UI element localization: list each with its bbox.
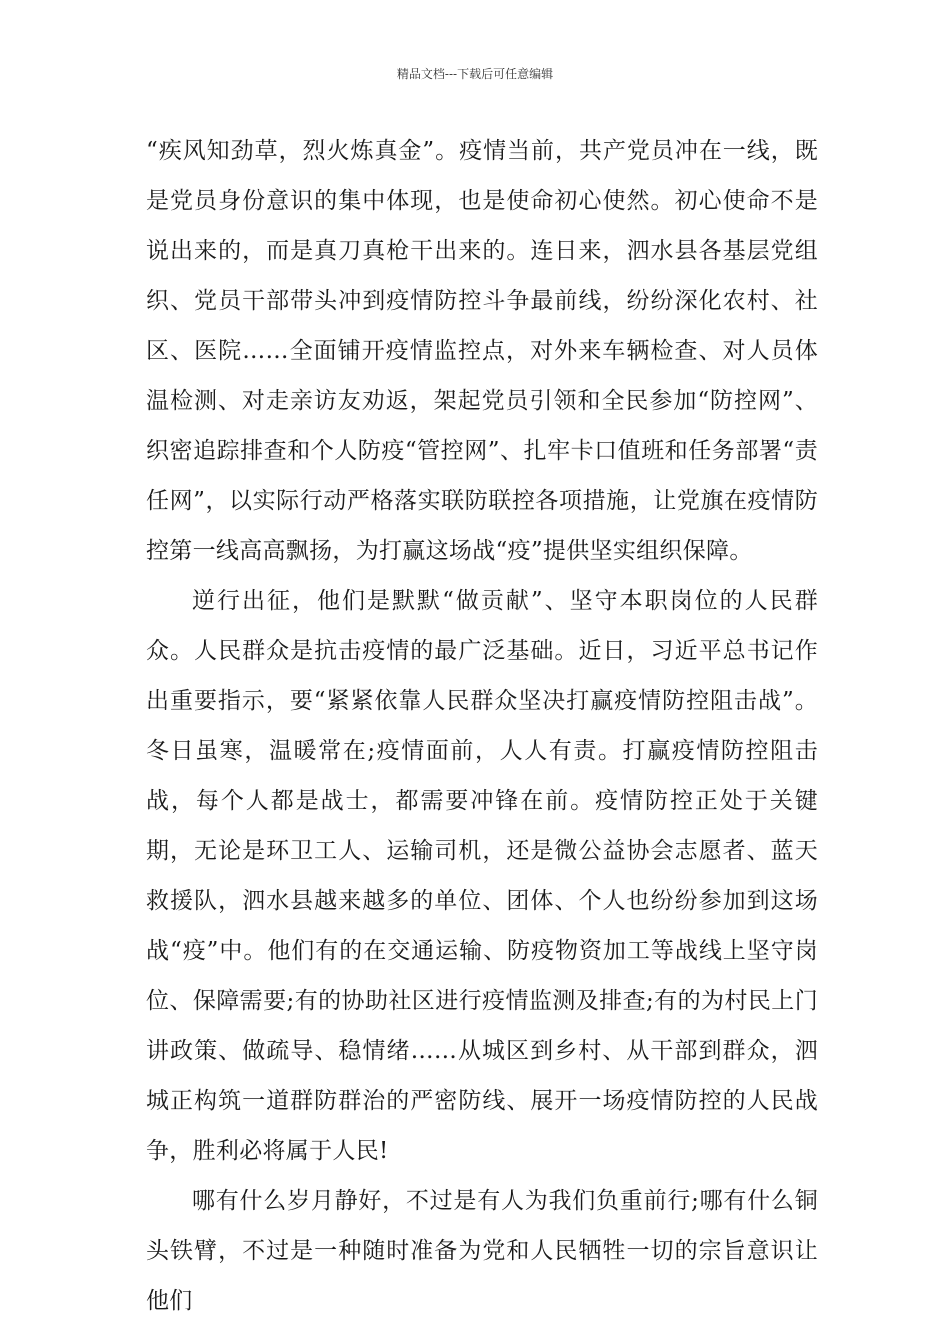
paragraph-2: 逆行出征，他们是默默“做贡献”、坚守本职岗位的人民群众。人民群众是抗击疫情的最广泛基础。近日，习近平总书记作出重要指示，要“紧紧依靠人民群众坚决打赢疫情防控阻击战”。冬日虽寒，温暖常在;疫情面前，人人有责。打赢疫情防控阻击战，每个人都是战士，都需要冲锋在前。疫情防控正处于关键期，无论是环卫工人、运输司机，还是微公益协会志愿者、蓝天救援队，泗水县越来越多的单位、团体、个人也纷纷参加到这场战“疫”中。他们有的在交通运输、防疫物资加工等战线上坚守岗位、保障需要;有的协助社区进行疫情监测及排查;有的为村民上门讲政策、做疏导、稳情绪……从城区到乡村、从干部到群众，泗城正构筑一道群防群治的严密防线、展开一场疫情防控的人民战争，胜利必将属于人民! — [146, 588, 818, 1164]
paragraph-1: “疾风知劲草，烈火炼真金”。疫情当前，共产党员冲在一线，既是党员身份意识的集中体现，也是使命初心使然。初心使命不是说出来的，而是真刀真枪干出来的。连日来，泗水县各基层党组织、党员干部带头冲到疫情防控斗争最前线，纷纷深化农村、社区、医院……全面铺开疫情监控点，对外来车辆检查、对人员体温检测、对走亲访友劝返，架起党员引领和全民参加“防控网”、织密追踪排查和个人防疫“管控网”、扎牢卡口值班和任务部署“责任网”，以实际行动严格落实联防联控各项措施，让党旗在疫情防控第一线高高飘扬，为打赢这场战“疫”提供坚实组织保障。 — [146, 138, 818, 564]
document-body — [146, 126, 818, 1326]
paragraph-3: 哪有什么岁月静好，不过是有人为我们负重前行;哪有什么铜头铁臂，不过是一种随时准备为党和人民牺牲一切的宗旨意识让他们 — [146, 1188, 818, 1314]
page-header: 精品文档---下载后可任意编辑 — [396, 67, 554, 81]
